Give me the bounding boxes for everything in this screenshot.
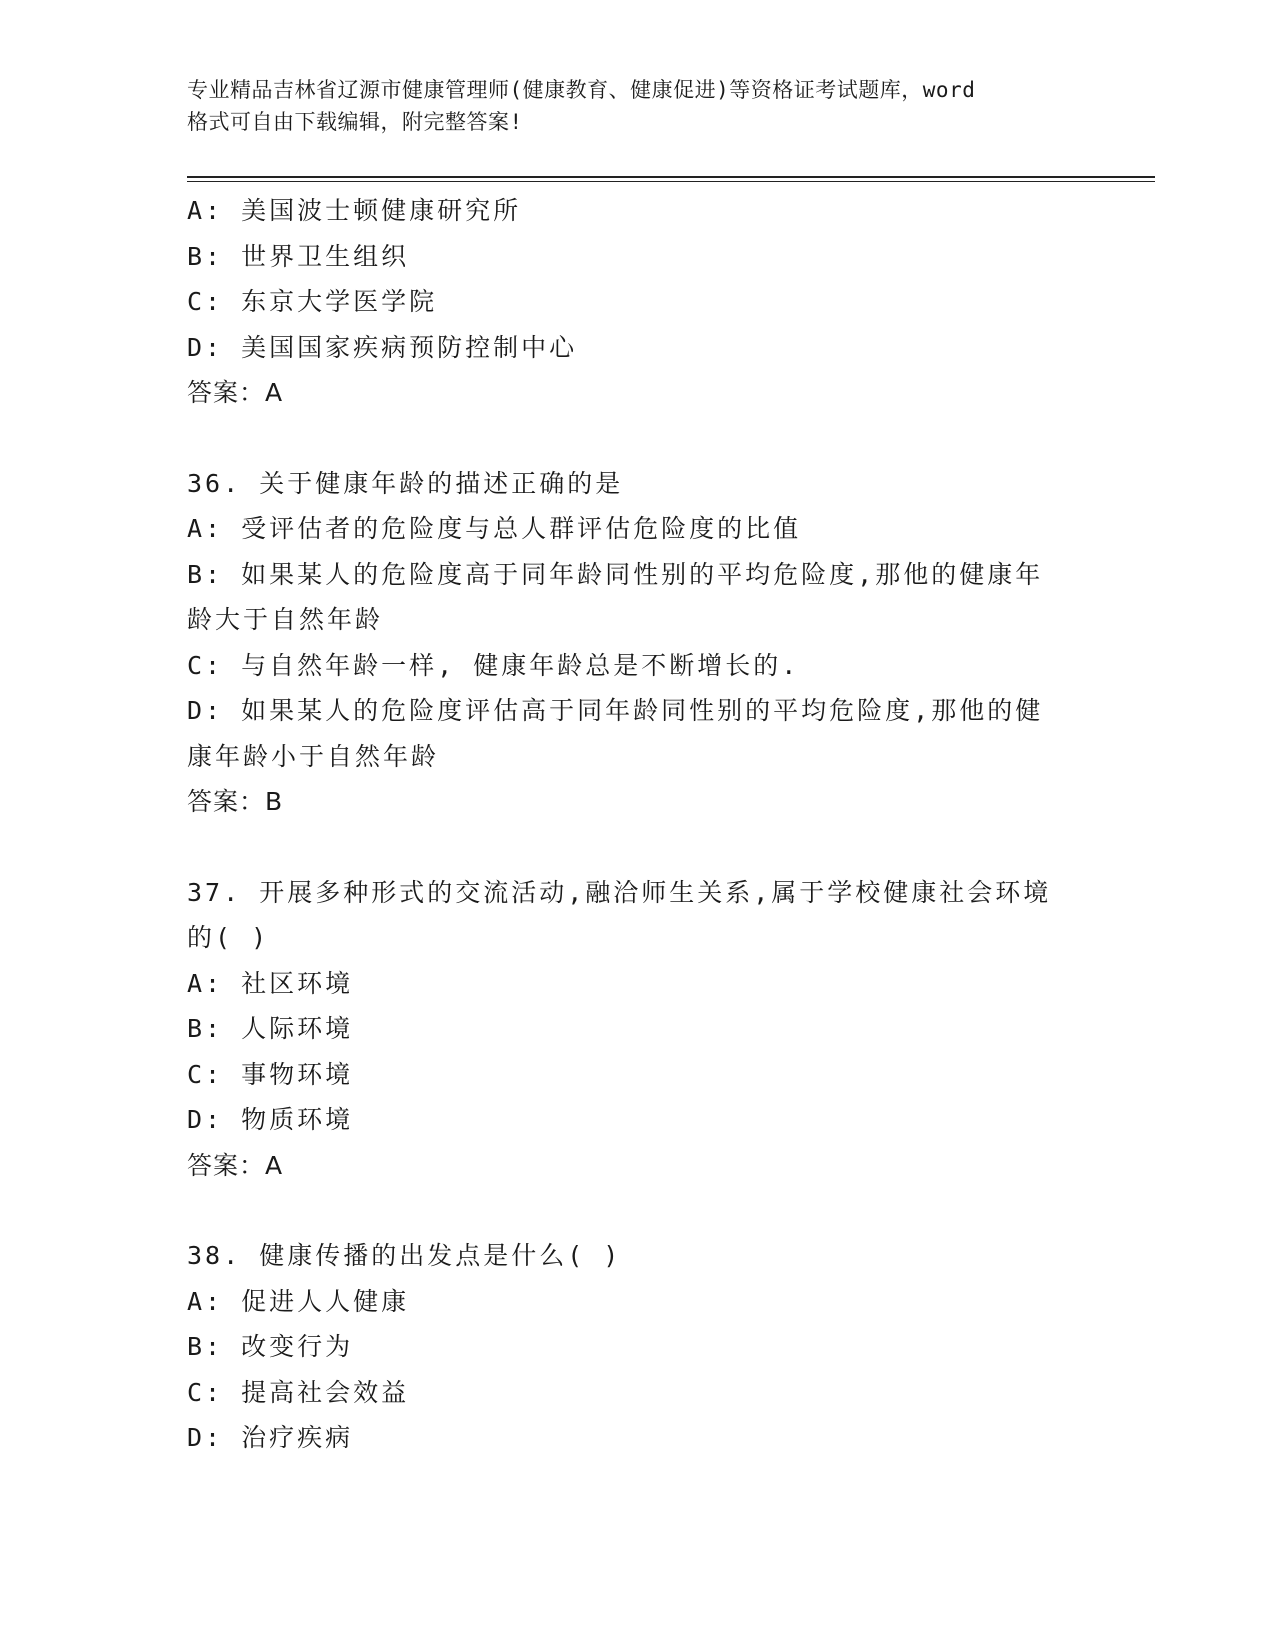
option-d: D: 物质环境	[187, 1105, 354, 1134]
option-a: A: 社区环境	[187, 968, 354, 998]
spacer	[187, 825, 1067, 870]
question-35-block	[187, 188, 1067, 416]
header-divider	[187, 176, 1155, 182]
option-a: A: 美国波士顿健康研究所	[187, 196, 522, 225]
header-line-1: 专业精品吉林省辽源市健康管理师(健康教育、健康促进)等资格证考试题库，word	[187, 78, 976, 102]
answer-line: 答案：A	[187, 1150, 284, 1180]
option-a: A: 受评估者的危险度与总人群评估危险度的比值	[187, 514, 802, 543]
option-d: D: 如果某人的危险度评估高于同年龄同性别的平均危险度,那他的健	[187, 696, 1044, 725]
option-b: B: 世界卫生组织	[187, 241, 410, 271]
option-c: C: 与自然年龄一样, 健康年龄总是不断增长的.	[187, 650, 800, 680]
question-list	[187, 188, 1067, 1461]
question-38-block	[187, 1233, 1067, 1461]
question-37-block	[187, 870, 1067, 1189]
answer-line: 答案：A	[187, 378, 284, 407]
question-36-block	[187, 461, 1067, 825]
option-c: C: 事物环境	[187, 1059, 354, 1089]
option-c: C: 提高社会效益	[187, 1377, 410, 1407]
header-line-2: 格式可自由下载编辑，附完整答案!	[187, 110, 523, 134]
option-b: B: 如果某人的危险度高于同年龄同性别的平均危险度,那他的健康年	[187, 559, 1044, 589]
question-text: 36. 关于健康年龄的描述正确的是	[187, 468, 624, 498]
spacer	[187, 416, 1067, 461]
option-b: B: 人际环境	[187, 1014, 354, 1043]
question-text: 37. 开展多种形式的交流活动,融洽师生关系,属于学校健康社会环境	[187, 877, 1052, 907]
option-c: C: 东京大学医学院	[187, 287, 438, 316]
document-header	[187, 74, 1087, 138]
option-d: D: 治疗疾病	[187, 1423, 354, 1452]
option-b: B: 改变行为	[187, 1332, 354, 1361]
option-d: D: 美国国家疾病预防控制中心	[187, 332, 578, 362]
option-b-continued: 龄大于自然年龄	[187, 605, 384, 634]
question-text-continued: 的( )	[187, 923, 270, 952]
spacer	[187, 1188, 1067, 1233]
question-text: 38. 健康传播的出发点是什么( )	[187, 1241, 622, 1270]
option-a: A: 促进人人健康	[187, 1286, 410, 1316]
answer-line: 答案：B	[187, 787, 284, 816]
option-d-continued: 康年龄小于自然年龄	[187, 741, 440, 771]
